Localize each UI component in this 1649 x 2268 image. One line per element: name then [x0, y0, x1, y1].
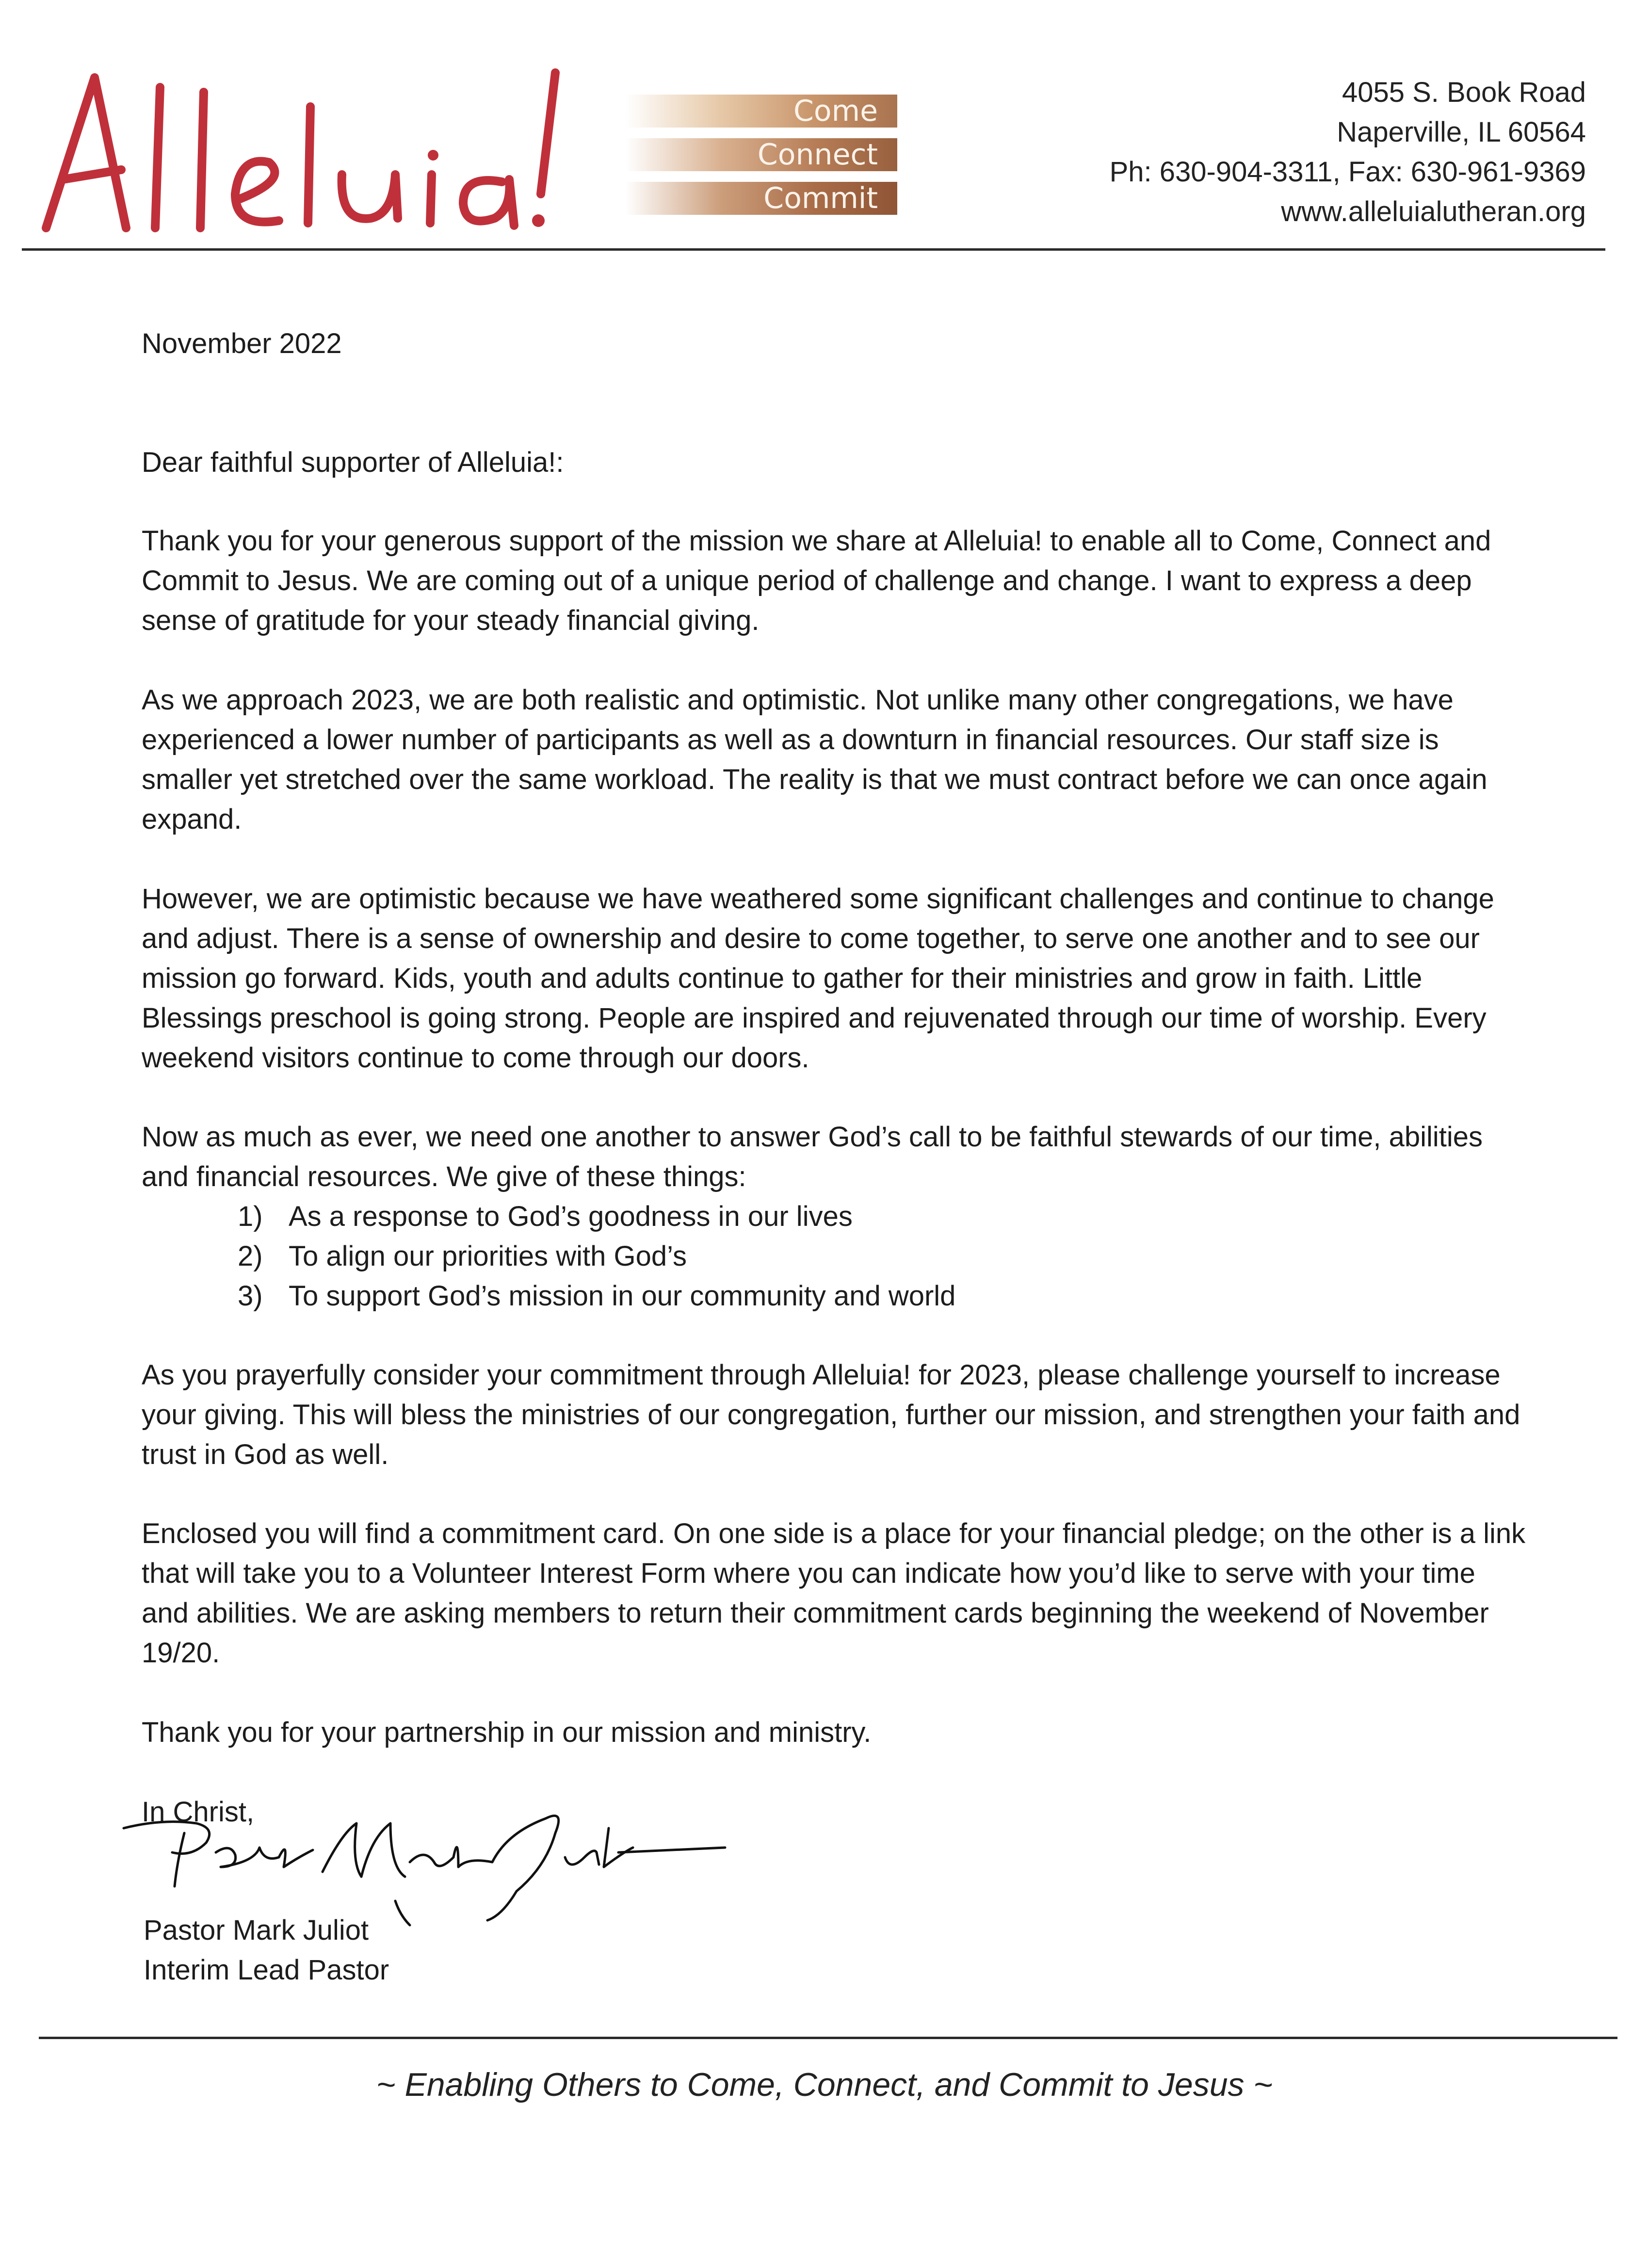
- tagline-commit: Commit: [626, 182, 897, 215]
- list-item: [238, 1197, 955, 1237]
- paragraph-approach-2023: [142, 680, 1529, 839]
- list-number: 2): [238, 1240, 263, 1272]
- list-text: To align our priorities with God’s: [289, 1240, 687, 1272]
- paragraph-commitment: [142, 1355, 1529, 1475]
- signer-block: [144, 1911, 389, 1990]
- paragraph-optimistic: [142, 879, 1529, 1078]
- signer-title: Interim Lead Pastor: [144, 1954, 389, 1986]
- paragraph-text: Thank you for your generous support of the mission we share at Alleluia! to enable all to Come, Connect and Commit to Jesus. We are coming out of a unique period of challenge and change. I want to express a deep sense of gratitude for your steady financial giving.: [142, 525, 1491, 636]
- signer-name: Pastor Mark Juliot: [144, 1914, 369, 1946]
- paragraph-text: However, we are optimistic because we have weathered some significant challenges and continue to change and adjust. There is a sense of ownership and desire to come together, to serve one another and to see our mission go forward. Kids, youth and adults continue to gather for their ministries and grow in faith. Little Blessings preschool is going strong. People are inspired and rejuvenated through our time of worship. Every weekend visitors continue to come through our doors.: [142, 883, 1494, 1074]
- tagline-connect: Connect: [626, 138, 897, 171]
- footer-motto: ~ Enabling Others to Come, Connect, and Commit to Jesus ~: [376, 2066, 1273, 2103]
- paragraph-text: Enclosed you will find a commitment card. On one side is a place for your financial pledge; on the other is a link that will take you to a Volunteer Interest Form where you can indicate how you’d like to serve with your time and abilities. We are asking members to return their commitment cards beginning the weekend of November 19/20.: [142, 1518, 1526, 1669]
- address-website: www.alleluialutheran.org: [1281, 196, 1586, 227]
- list-number: 1): [238, 1201, 263, 1232]
- church-address-block: [1110, 73, 1586, 232]
- list-text: As a response to God’s goodness in our lives: [289, 1201, 853, 1232]
- address-phone-fax: Ph: 630-904-3311, Fax: 630-961-9369: [1109, 156, 1586, 188]
- paragraph-partnership: [142, 1713, 1529, 1753]
- footer-divider: [39, 2037, 1617, 2039]
- paragraph-thanks: [142, 521, 1529, 641]
- list-number: 3): [238, 1280, 263, 1312]
- paragraph-text: Now as much as ever, we need one another to answer God’s call to be faithful stewards of our time, abilities and financial resources. We give of these things:: [142, 1121, 1483, 1192]
- paragraph-commitment-card: [142, 1514, 1529, 1673]
- letter-closing: In Christ,: [142, 1796, 255, 1828]
- list-text: To support God’s mission in our community and world: [289, 1280, 956, 1312]
- address-city: Naperville, IL 60564: [1337, 116, 1586, 148]
- address-street: 4055 S. Book Road: [1342, 77, 1586, 108]
- paragraph-text: As we approach 2023, we are both realistic and optimistic. Not unlike many other congregations, we have experienced a lower number of participants as well as a downturn in financial resources. Our staff size is smaller yet stretched over the same workload. The reality is that we must contract before we can once again expand.: [142, 684, 1487, 835]
- paragraph-text: Thank you for your partnership in our mission and ministry.: [142, 1717, 872, 1748]
- letter-salutation: Dear faithful supporter of Alleluia!:: [142, 447, 564, 478]
- tagline-come: Come: [626, 95, 897, 128]
- paragraph-text: As you prayerfully consider your commitment through Alleluia! for 2023, please challenge yourself to increase your giving. This will bless the ministries of our congregation, further our mission, and strengthen your faith and trust in God as well.: [142, 1359, 1520, 1470]
- header-divider: [22, 248, 1605, 251]
- list-item: [238, 1276, 955, 1316]
- paragraph-stewards: [142, 1117, 1529, 1197]
- tagline-bars: [626, 95, 897, 225]
- list-item: [238, 1237, 955, 1276]
- letter-date: November 2022: [142, 328, 342, 359]
- giving-reasons-list: [238, 1197, 955, 1316]
